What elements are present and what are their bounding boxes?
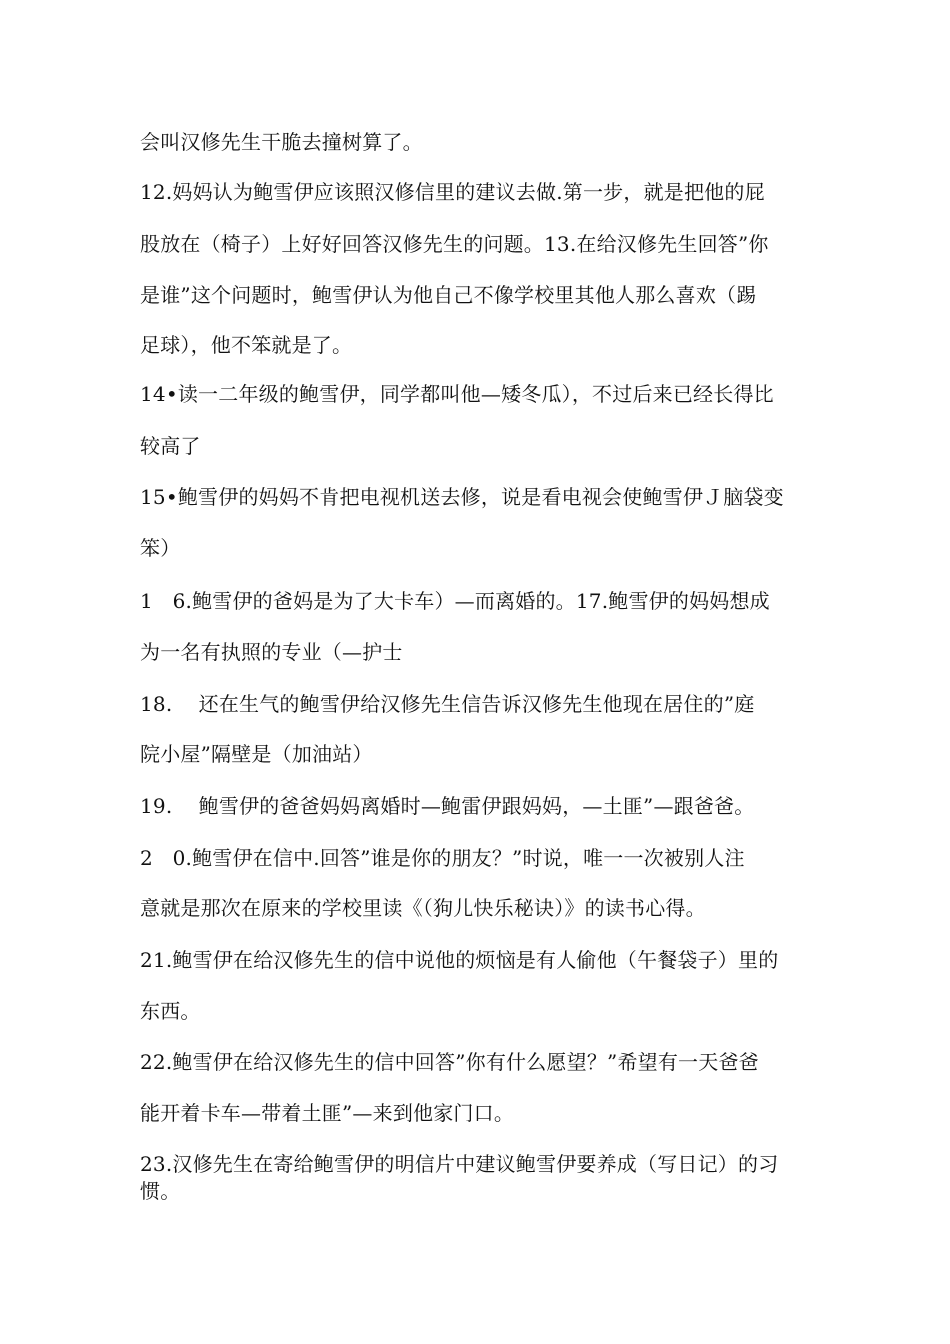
text-line: 12.妈妈认为鲍雪伊应该照汉修信里的建议去做.第一步，就是把他的屁	[140, 180, 765, 204]
text-line: 院小屋”隔壁是（加油站）	[140, 742, 373, 766]
text-line: 18. 还在生气的鲍雪伊给汉修先生信告诉汉修先生他现在居住的”庭	[140, 692, 755, 716]
text-line: 会叫汉修先生干脆去撞树算了。	[140, 130, 423, 154]
text-line: 较高了	[140, 434, 201, 458]
text-line: 为一名有执照的专业（—护士	[140, 640, 403, 664]
text-line: 15•鲍雪伊的妈妈不肯把电视机送去修，说是看电视会使鲍雪伊Ｊ脑袋变	[140, 485, 784, 509]
text-line: 股放在（椅子）上好好回答汉修先生的问题。13.在给汉修先生回答”你	[140, 232, 769, 256]
text-line: 是谁”这个问题时，鲍雪伊认为他自己不像学校里其他人那么喜欢（踢	[140, 283, 757, 307]
text-line: 19. 鲍雪伊的爸爸妈妈离婚时—鲍雷伊跟妈妈，—土匪”—跟爸爸。	[140, 794, 755, 818]
text-line: 足球），他不笨就是了。	[140, 333, 353, 357]
text-line: 东西。	[140, 999, 201, 1023]
text-line: 22.鲍雪伊在给汉修先生的信中回答”你有什么愿望？”希望有一天爸爸	[140, 1050, 759, 1074]
text-line: 笨）	[140, 536, 181, 560]
text-line: 14•读一二年级的鲍雪伊，同学都叫他—矮冬瓜），不过后来已经长得比	[140, 382, 774, 406]
text-line: 2 0.鲍雪伊在信中.回答”谁是你的朋友？”时说，唯一一次被别人注	[140, 846, 745, 870]
text-line: 惯。	[140, 1179, 181, 1203]
text-line: 1 6.鲍雪伊的爸妈是为了大卡车）—而离婚的。17.鲍雪伊的妈妈想成	[140, 589, 770, 613]
text-line: 意就是那次在原来的学校里读《（狗儿快乐秘诀）》的读书心得。	[140, 896, 706, 920]
text-line: 能开着卡车—带着土匪”—来到他家门口。	[140, 1101, 515, 1125]
text-line: 21.鲍雪伊在给汉修先生的信中说他的烦恼是有人偷他（午餐袋子）里的	[140, 948, 779, 972]
text-line: 23.汉修先生在寄给鲍雪伊的明信片中建议鲍雪伊要养成（写日记）的习	[140, 1152, 779, 1176]
